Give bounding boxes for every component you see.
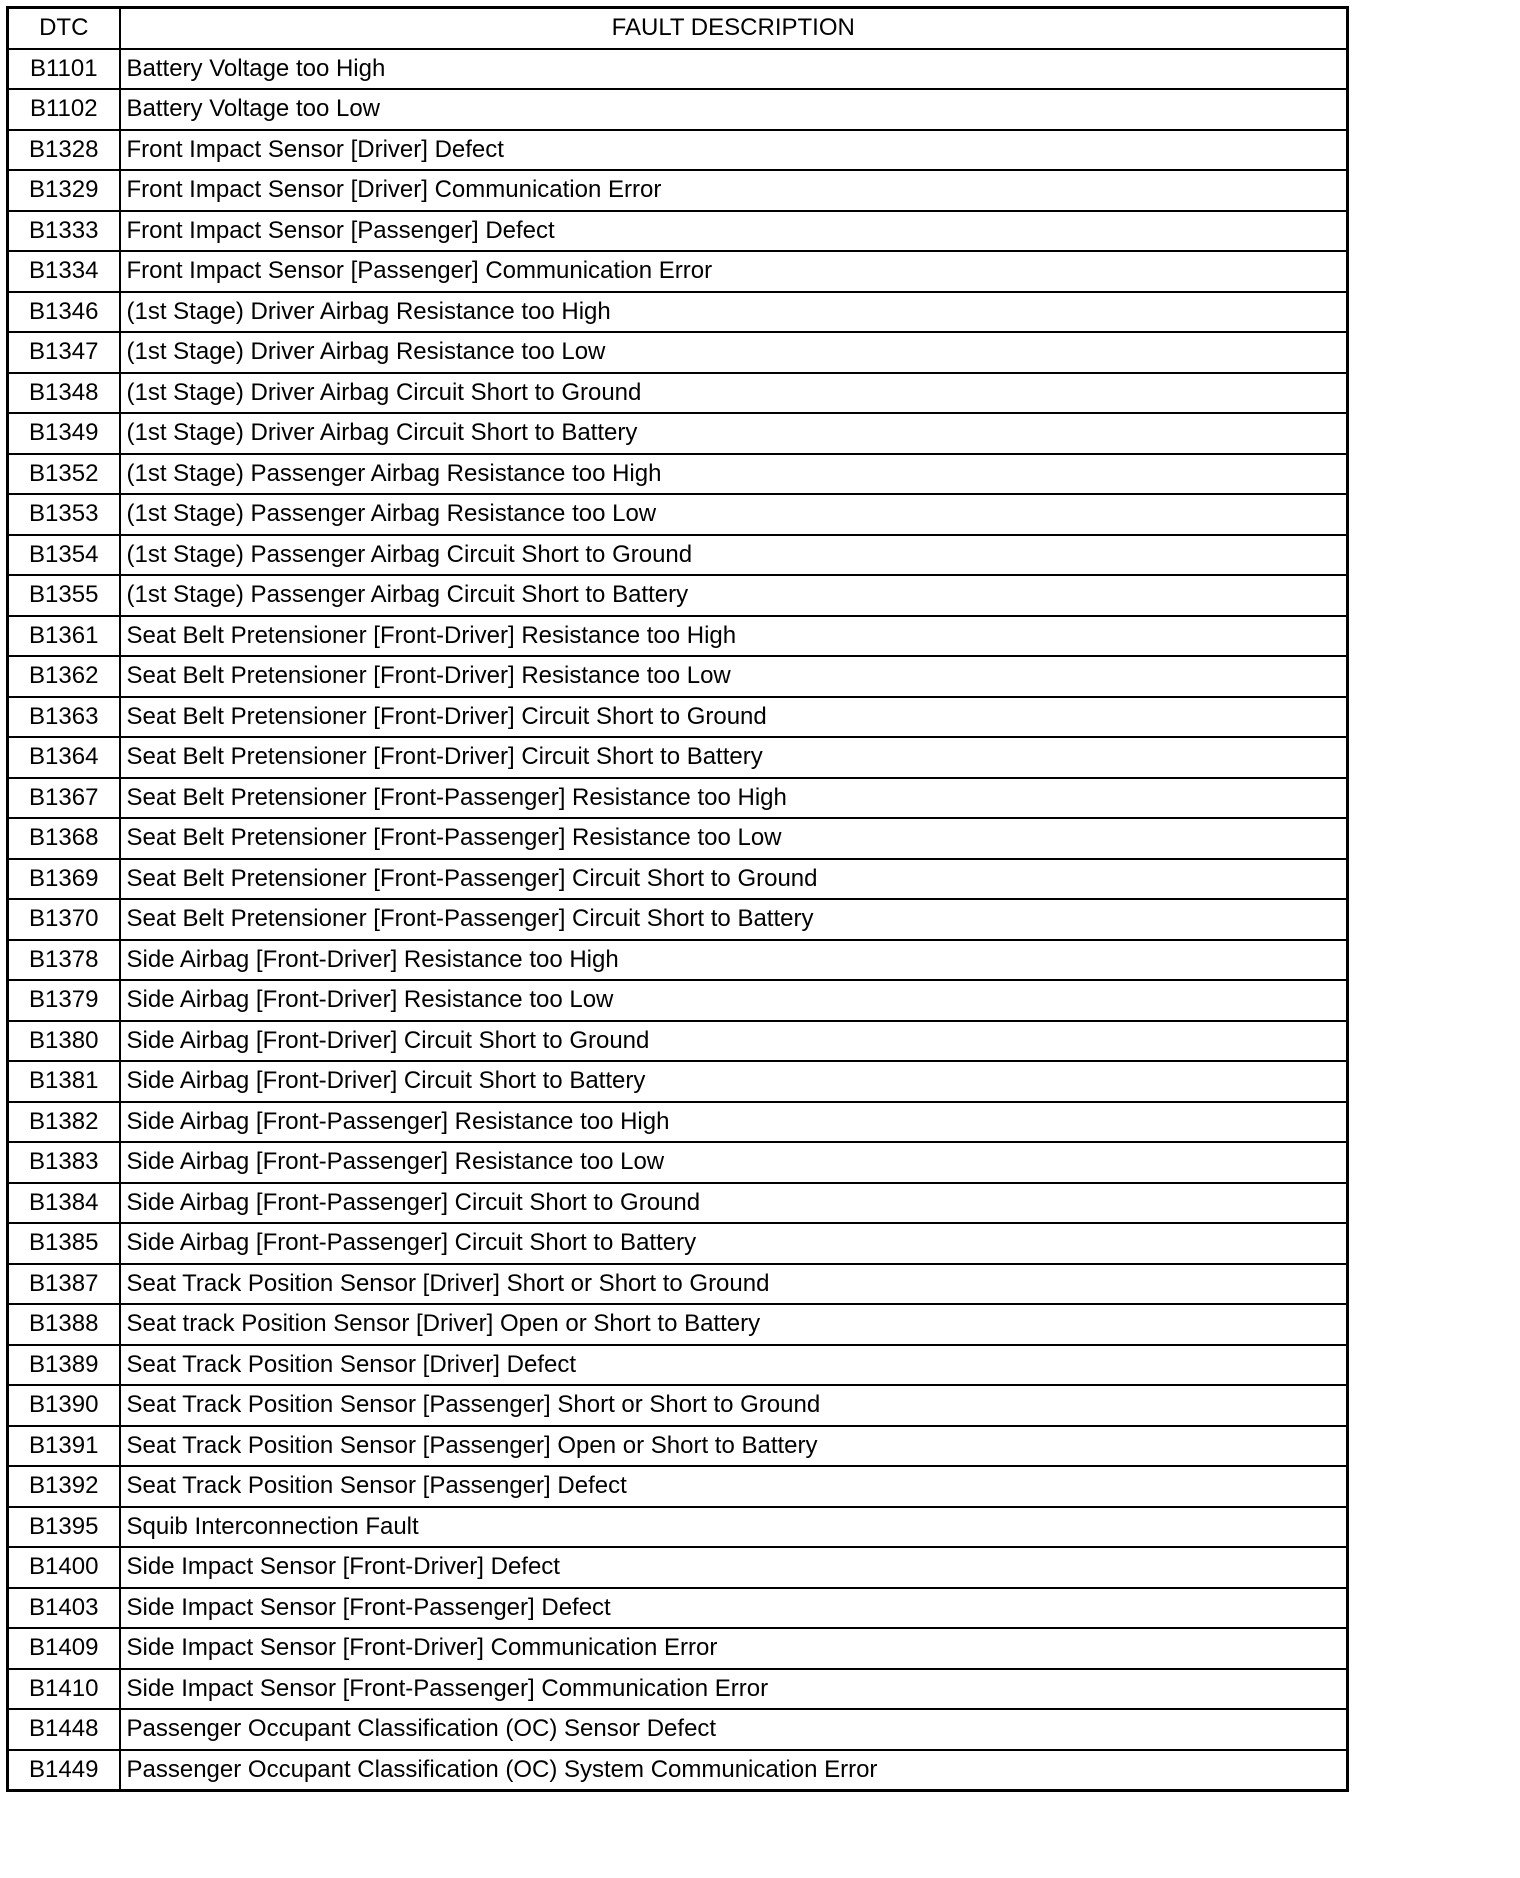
table-row [8,535,1348,576]
fault-description-cell: Front Impact Sensor [Passenger] Communication Error [120,251,1348,292]
fault-description-cell: Seat Track Position Sensor [Passenger] Open or Short to Battery [120,1426,1348,1467]
dtc-code-cell: B1353 [8,494,120,535]
table-body [8,49,1348,1791]
fault-description-cell: Seat Track Position Sensor [Driver] Short or Short to Ground [120,1264,1348,1305]
table-row [8,130,1348,171]
dtc-code-cell: B1369 [8,859,120,900]
table-row [8,697,1348,738]
dtc-code-cell: B1349 [8,413,120,454]
fault-description-cell: Side Airbag [Front-Passenger] Resistance too Low [120,1142,1348,1183]
fault-description-cell: Front Impact Sensor [Driver] Communication Error [120,170,1348,211]
fault-description-cell: Seat track Position Sensor [Driver] Open or Short to Battery [120,1304,1348,1345]
fault-description-cell: Battery Voltage too High [120,49,1348,90]
dtc-code-cell: B1329 [8,170,120,211]
fault-description-cell: Side Airbag [Front-Driver] Resistance too Low [120,980,1348,1021]
table-row [8,1709,1348,1750]
dtc-code-cell: B1388 [8,1304,120,1345]
table-row [8,1223,1348,1264]
fault-description-cell: Side Impact Sensor [Front-Driver] Defect [120,1547,1348,1588]
fault-description-cell: Seat Track Position Sensor [Passenger] Short or Short to Ground [120,1385,1348,1426]
table-header-row [8,8,1348,49]
dtc-code-cell: B1354 [8,535,120,576]
table-row [8,899,1348,940]
table-row [8,1142,1348,1183]
dtc-code-cell: B1389 [8,1345,120,1386]
dtc-code-cell: B1347 [8,332,120,373]
dtc-code-cell: B1363 [8,697,120,738]
dtc-code-cell: B1334 [8,251,120,292]
dtc-code-cell: B1384 [8,1183,120,1224]
fault-description-cell: Seat Belt Pretensioner [Front-Driver] Resistance too Low [120,656,1348,697]
fault-description-cell: (1st Stage) Driver Airbag Resistance too High [120,292,1348,333]
fault-description-cell: (1st Stage) Driver Airbag Circuit Short to Battery [120,413,1348,454]
dtc-code-cell: B1370 [8,899,120,940]
table-row [8,1588,1348,1629]
table-row [8,332,1348,373]
table-row [8,1669,1348,1710]
table-row [8,1628,1348,1669]
table-row [8,1507,1348,1548]
fault-description-cell: Side Airbag [Front-Passenger] Circuit Short to Ground [120,1183,1348,1224]
table-row [8,1426,1348,1467]
fault-description-cell: Seat Belt Pretensioner [Front-Driver] Circuit Short to Ground [120,697,1348,738]
fault-description-cell: Front Impact Sensor [Passenger] Defect [120,211,1348,252]
fault-description-cell: Side Airbag [Front-Passenger] Resistance too High [120,1102,1348,1143]
table-row [8,373,1348,414]
dtc-code-cell: B1403 [8,1588,120,1629]
fault-description-cell: (1st Stage) Driver Airbag Circuit Short to Ground [120,373,1348,414]
column-header-fault-description: FAULT DESCRIPTION [120,8,1348,49]
dtc-code-cell: B1368 [8,818,120,859]
dtc-fault-table [6,6,1349,1792]
dtc-code-cell: B1381 [8,1061,120,1102]
fault-description-cell: Side Airbag [Front-Driver] Circuit Short to Battery [120,1061,1348,1102]
table-row [8,89,1348,130]
table-row [8,778,1348,819]
table-row [8,980,1348,1021]
table-row [8,251,1348,292]
table-row [8,1021,1348,1062]
dtc-code-cell: B1346 [8,292,120,333]
table-row [8,1345,1348,1386]
fault-description-cell: (1st Stage) Passenger Airbag Resistance too Low [120,494,1348,535]
fault-description-cell: (1st Stage) Passenger Airbag Circuit Short to Battery [120,575,1348,616]
dtc-code-cell: B1392 [8,1466,120,1507]
table-row [8,1102,1348,1143]
dtc-code-cell: B1333 [8,211,120,252]
dtc-code-cell: B1367 [8,778,120,819]
table-row [8,737,1348,778]
fault-description-cell: Side Airbag [Front-Driver] Resistance too High [120,940,1348,981]
dtc-code-cell: B1378 [8,940,120,981]
table-row [8,292,1348,333]
fault-description-cell: Side Airbag [Front-Passenger] Circuit Short to Battery [120,1223,1348,1264]
fault-description-cell: Side Airbag [Front-Driver] Circuit Short to Ground [120,1021,1348,1062]
table-row [8,1750,1348,1791]
dtc-code-cell: B1409 [8,1628,120,1669]
fault-description-cell: Passenger Occupant Classification (OC) System Communication Error [120,1750,1348,1791]
fault-description-cell: Front Impact Sensor [Driver] Defect [120,130,1348,171]
dtc-code-cell: B1449 [8,1750,120,1791]
dtc-code-cell: B1390 [8,1385,120,1426]
dtc-code-cell: B1361 [8,616,120,657]
fault-description-cell: Side Impact Sensor [Front-Driver] Communication Error [120,1628,1348,1669]
table-row [8,413,1348,454]
fault-description-cell: Seat Track Position Sensor [Passenger] Defect [120,1466,1348,1507]
fault-description-cell: Side Impact Sensor [Front-Passenger] Communication Error [120,1669,1348,1710]
dtc-code-cell: B1379 [8,980,120,1021]
table-row [8,1385,1348,1426]
dtc-code-cell: B1387 [8,1264,120,1305]
dtc-code-cell: B1362 [8,656,120,697]
dtc-code-cell: B1102 [8,89,120,130]
table-row [8,1061,1348,1102]
fault-description-cell: Seat Belt Pretensioner [Front-Passenger] Resistance too Low [120,818,1348,859]
table-row [8,616,1348,657]
fault-description-cell: (1st Stage) Driver Airbag Resistance too Low [120,332,1348,373]
dtc-code-cell: B1383 [8,1142,120,1183]
dtc-code-cell: B1101 [8,49,120,90]
dtc-code-cell: B1395 [8,1507,120,1548]
fault-description-cell: (1st Stage) Passenger Airbag Circuit Short to Ground [120,535,1348,576]
table-row [8,170,1348,211]
dtc-code-cell: B1355 [8,575,120,616]
dtc-code-cell: B1328 [8,130,120,171]
table-row [8,818,1348,859]
dtc-code-cell: B1348 [8,373,120,414]
dtc-code-cell: B1352 [8,454,120,495]
fault-description-cell: Side Impact Sensor [Front-Passenger] Defect [120,1588,1348,1629]
dtc-code-cell: B1385 [8,1223,120,1264]
fault-description-cell: Seat Track Position Sensor [Driver] Defect [120,1345,1348,1386]
dtc-code-cell: B1382 [8,1102,120,1143]
dtc-code-cell: B1400 [8,1547,120,1588]
fault-description-cell: Passenger Occupant Classification (OC) Sensor Defect [120,1709,1348,1750]
fault-description-cell: Seat Belt Pretensioner [Front-Passenger] Circuit Short to Ground [120,859,1348,900]
table-row [8,454,1348,495]
fault-description-cell: Seat Belt Pretensioner [Front-Passenger] Circuit Short to Battery [120,899,1348,940]
fault-description-cell: (1st Stage) Passenger Airbag Resistance too High [120,454,1348,495]
dtc-code-cell: B1410 [8,1669,120,1710]
table-row [8,1183,1348,1224]
table-row [8,656,1348,697]
dtc-code-cell: B1448 [8,1709,120,1750]
column-header-dtc: DTC [8,8,120,49]
table-row [8,575,1348,616]
table-row [8,1466,1348,1507]
fault-description-cell: Seat Belt Pretensioner [Front-Passenger] Resistance too High [120,778,1348,819]
dtc-code-cell: B1364 [8,737,120,778]
fault-description-cell: Squib Interconnection Fault [120,1507,1348,1548]
table-row [8,1304,1348,1345]
table-row [8,211,1348,252]
table-row [8,1264,1348,1305]
table-row [8,494,1348,535]
fault-description-cell: Battery Voltage too Low [120,89,1348,130]
table-row [8,859,1348,900]
table-row [8,49,1348,90]
table-row [8,1547,1348,1588]
fault-description-cell: Seat Belt Pretensioner [Front-Driver] Circuit Short to Battery [120,737,1348,778]
dtc-code-cell: B1380 [8,1021,120,1062]
fault-description-cell: Seat Belt Pretensioner [Front-Driver] Resistance too High [120,616,1348,657]
table-row [8,940,1348,981]
dtc-code-cell: B1391 [8,1426,120,1467]
